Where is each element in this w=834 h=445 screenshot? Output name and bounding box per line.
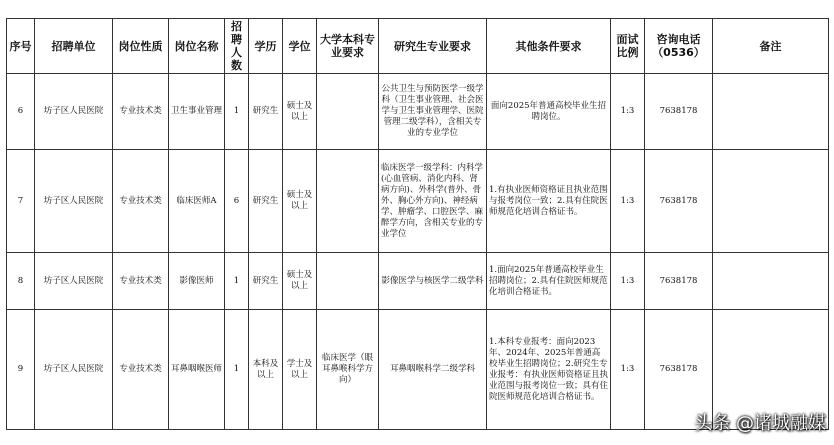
cell-seq: 7 (7, 150, 35, 253)
cell-ratio: 1:3 (611, 74, 645, 150)
cell-major-ug (317, 253, 379, 310)
watermark: 头条 @诸城融媒 (694, 413, 826, 434)
cell-post: 影像医师 (169, 253, 225, 310)
cell-unit: 坊子区人民医院 (35, 310, 113, 430)
table-row (7, 150, 829, 253)
cell-post: 卫生事业管理 (169, 74, 225, 150)
cell-major-ug (317, 74, 379, 150)
cell-count: 1 (225, 253, 249, 310)
header-nature: 岗位性质 (113, 19, 169, 74)
cell-edu: 研究生 (249, 150, 283, 253)
cell-phone: 7638178 (645, 253, 713, 310)
cell-edu: 本科及以上 (249, 310, 283, 430)
cell-nature: 专业技术类 (113, 150, 169, 253)
cell-nature: 专业技术类 (113, 253, 169, 310)
cell-count: 1 (225, 74, 249, 150)
cell-other: 1.本科专业报考：面向2023年、2024年、2025年普通高校毕业生招聘岗位；2.研究生专业报考：有执业医师资格证且执业范围与报考岗位一致；具有住院医师规范化培训合格证书。 (487, 310, 611, 430)
cell-degree: 硕士及以上 (283, 150, 317, 253)
cell-other: 1.有执业医师资格证且执业范围与报考岗位一致；2.具有住院医师规范化培训合格证书。 (487, 150, 611, 253)
table-row (7, 74, 829, 150)
header-ratio: 面试比例 (611, 19, 645, 74)
cell-degree: 硕士及以上 (283, 253, 317, 310)
cell-nature: 专业技术类 (113, 74, 169, 150)
cell-phone: 7638178 (645, 74, 713, 150)
recruitment-table (6, 18, 829, 430)
header-major-ug: 大学本科专业要求 (317, 19, 379, 74)
cell-ratio: 1:3 (611, 150, 645, 253)
cell-count: 1 (225, 310, 249, 430)
header-row (7, 19, 829, 74)
cell-edu: 研究生 (249, 74, 283, 150)
header-count: 招聘人数 (225, 19, 249, 74)
cell-major-ug (317, 150, 379, 253)
cell-seq: 9 (7, 310, 35, 430)
cell-note (713, 74, 829, 150)
cell-major-pg: 影像医学与核医学二级学科 (379, 253, 487, 310)
cell-edu: 研究生 (249, 253, 283, 310)
cell-ratio: 1:3 (611, 253, 645, 310)
cell-note (713, 150, 829, 253)
cell-major-pg: 公共卫生与预防医学一级学科（卫生事业管理、社会医学与卫生事业管理学、医院管理二级学科），含相关专业的专业学位 (379, 74, 487, 150)
cell-note (713, 253, 829, 310)
cell-unit: 坊子区人民医院 (35, 253, 113, 310)
table-row (7, 253, 829, 310)
cell-major-pg: 耳鼻咽喉科学二级学科 (379, 310, 487, 430)
cell-unit: 坊子区人民医院 (35, 74, 113, 150)
header-note: 备注 (713, 19, 829, 74)
header-seq: 序号 (7, 19, 35, 74)
header-post: 岗位名称 (169, 19, 225, 74)
cell-major-ug: 临床医学（眼耳鼻喉科学方向） (317, 310, 379, 430)
cell-post: 耳鼻咽喉医师 (169, 310, 225, 430)
cell-major-pg: 临床医学一级学科：内科学(心血管病、消化内科、肾病方向)、外科学(普外、骨外、胸心外方向)、神经病学、肿瘤学、口腔医学、麻醉学方向，含相关专业的专业学位 (379, 150, 487, 253)
cell-degree: 学士及以上 (283, 310, 317, 430)
cell-phone: 7638178 (645, 150, 713, 253)
cell-count: 6 (225, 150, 249, 253)
header-phone-line2: （0536） (652, 46, 705, 59)
cell-other: 1.面向2025年普通高校毕业生招聘岗位；2.具有住院医师规范化培训合格证书。 (487, 253, 611, 310)
cell-post: 临床医师A (169, 150, 225, 253)
cell-degree: 硕士及以上 (283, 74, 317, 150)
cell-ratio: 1:3 (611, 310, 645, 430)
header-other: 其他条件要求 (487, 19, 611, 74)
header-phone-line1: 咨询电话 (656, 33, 701, 46)
cell-seq: 8 (7, 253, 35, 310)
cell-phone: 7638178 (645, 310, 713, 430)
cell-seq: 6 (7, 74, 35, 150)
header-major-pg: 研究生专业要求 (379, 19, 487, 74)
cell-unit: 坊子区人民医院 (35, 150, 113, 253)
cell-nature: 专业技术类 (113, 310, 169, 430)
header-edu: 学历 (249, 19, 283, 74)
header-unit: 招聘单位 (35, 19, 113, 74)
cell-other: 面向2025年普通高校毕业生招聘岗位。 (487, 74, 611, 150)
header-phone (645, 19, 713, 74)
header-degree: 学位 (283, 19, 317, 74)
